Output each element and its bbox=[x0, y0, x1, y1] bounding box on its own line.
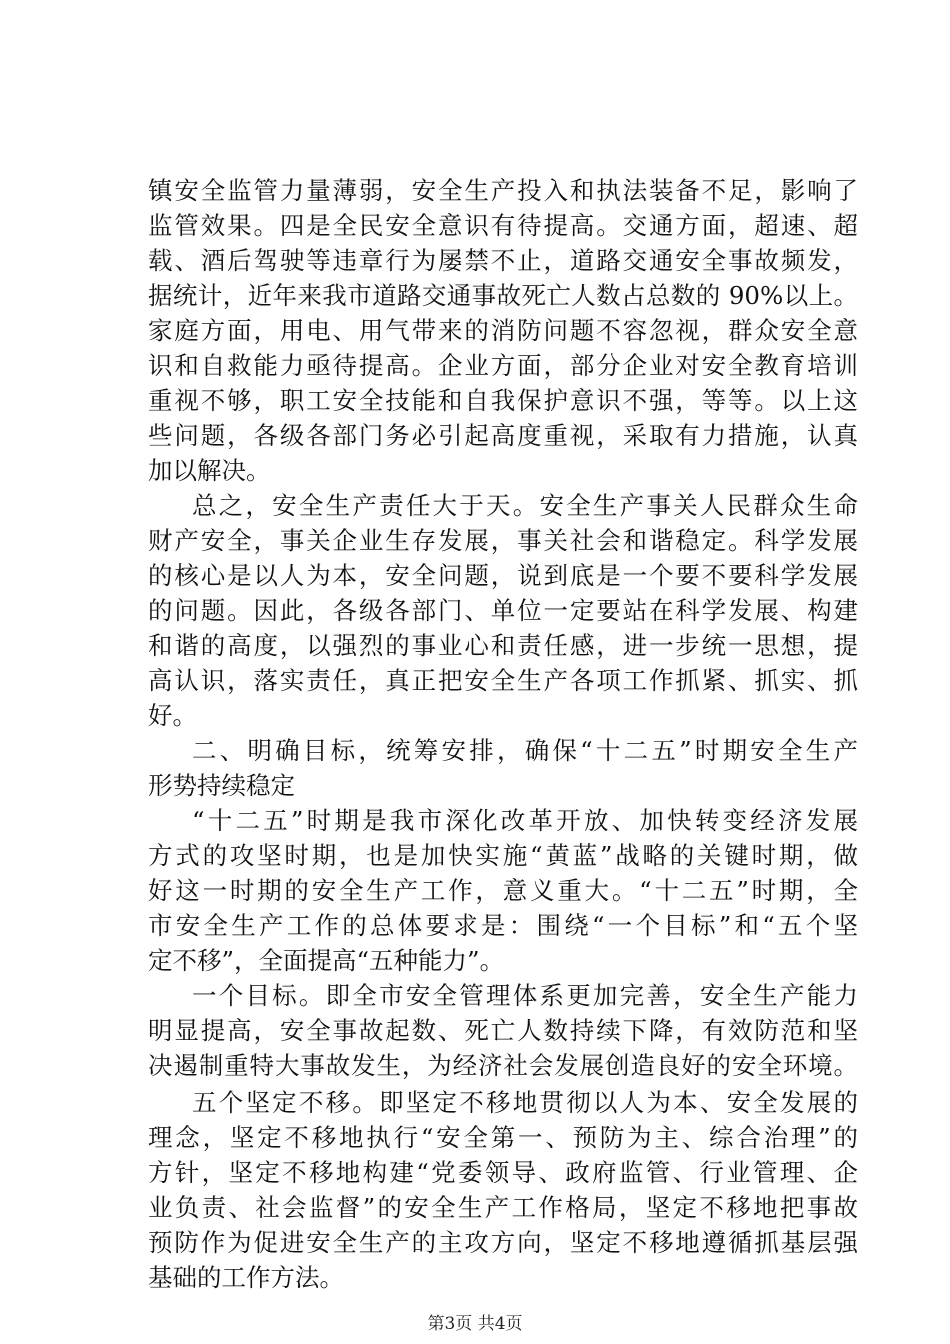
text-line: 决遏制重特大事故发生，为经济社会发展创造良好的安全环境。 bbox=[148, 1051, 858, 1080]
text-line: 好这一时期的安全生产工作，意义重大。“十二五”时期，全 bbox=[148, 876, 858, 905]
text-line: 镇安全监管力量薄弱，安全生产投入和执法装备不足，影响了 bbox=[148, 176, 858, 205]
text-line: 识和自救能力亟待提高。企业方面，部分企业对安全教育培训 bbox=[148, 351, 858, 380]
text-line: 据统计，近年来我市道路交通事故死亡人数占总数的 90%以上。 bbox=[148, 281, 858, 310]
text-line: 业负责、社会监督”的安全生产工作格局，坚定不移地把事故 bbox=[148, 1193, 858, 1222]
text-line: 监管效果。四是全民安全意识有待提高。交通方面，超速、超 bbox=[148, 211, 858, 240]
text-line: 财产安全，事关企业生存发展，事关社会和谐稳定。科学发展 bbox=[148, 526, 858, 555]
section-heading-line: 形势持续稳定 bbox=[148, 771, 295, 800]
text-line: 好。 bbox=[148, 701, 197, 730]
section-heading-line: 二、明确目标，统筹安排，确保“十二五”时期安全生产 bbox=[192, 736, 858, 765]
text-line: 基础的工作方法。 bbox=[148, 1263, 344, 1292]
text-line: 方针，坚定不移地构建“党委领导、政府监管、行业管理、企 bbox=[148, 1158, 858, 1187]
text-line: 的问题。因此，各级各部门、单位一定要站在科学发展、构建 bbox=[148, 596, 858, 625]
text-line: 加以解决。 bbox=[148, 456, 271, 485]
paragraph-first-line: 总之，安全生产责任大于天。安全生产事关人民群众生命 bbox=[192, 491, 858, 520]
text-line: 预防作为促进安全生产的主攻方向，坚定不移地遵循抓基层强 bbox=[148, 1228, 858, 1257]
text-line: 和谐的高度，以强烈的事业心和责任感，进一步统一思想，提 bbox=[148, 631, 858, 660]
paragraph-first-line: 一个目标。即全市安全管理体系更加完善，安全生产能力 bbox=[192, 981, 858, 1010]
text-line: 方式的攻坚时期，也是加快实施“黄蓝”战略的关键时期，做 bbox=[148, 841, 858, 870]
page-number-footer: 第3页 共4页 bbox=[427, 1314, 523, 1334]
paragraph-first-line: “十二五”时期是我市深化改革开放、加快转变经济发展 bbox=[192, 806, 858, 835]
paragraph-first-line: 五个坚定不移。即坚定不移地贯彻以人为本、安全发展的 bbox=[192, 1088, 858, 1117]
text-line: 理念，坚定不移地执行“安全第一、预防为主、综合治理”的 bbox=[148, 1123, 858, 1152]
text-line: 市安全生产工作的总体要求是：围绕“一个目标”和“五个坚 bbox=[148, 911, 858, 940]
text-line: 定不移”，全面提高“五种能力”。 bbox=[148, 946, 505, 975]
text-line: 载、酒后驾驶等违章行为屡禁不止，道路交通安全事故频发， bbox=[148, 246, 858, 275]
text-line: 的核心是以人为本，安全问题，说到底是一个要不要科学发展 bbox=[148, 561, 858, 590]
text-line: 些问题，各级各部门务必引起高度重视，采取有力措施，认真 bbox=[148, 421, 858, 450]
text-line: 重视不够，职工安全技能和自我保护意识不强，等等。以上这 bbox=[148, 386, 858, 415]
text-line: 高认识，落实责任，真正把安全生产各项工作抓紧、抓实、抓 bbox=[148, 666, 858, 695]
text-line: 家庭方面，用电、用气带来的消防问题不容忽视，群众安全意 bbox=[148, 316, 858, 345]
text-line: 明显提高，安全事故起数、死亡人数持续下降，有效防范和坚 bbox=[148, 1016, 858, 1045]
